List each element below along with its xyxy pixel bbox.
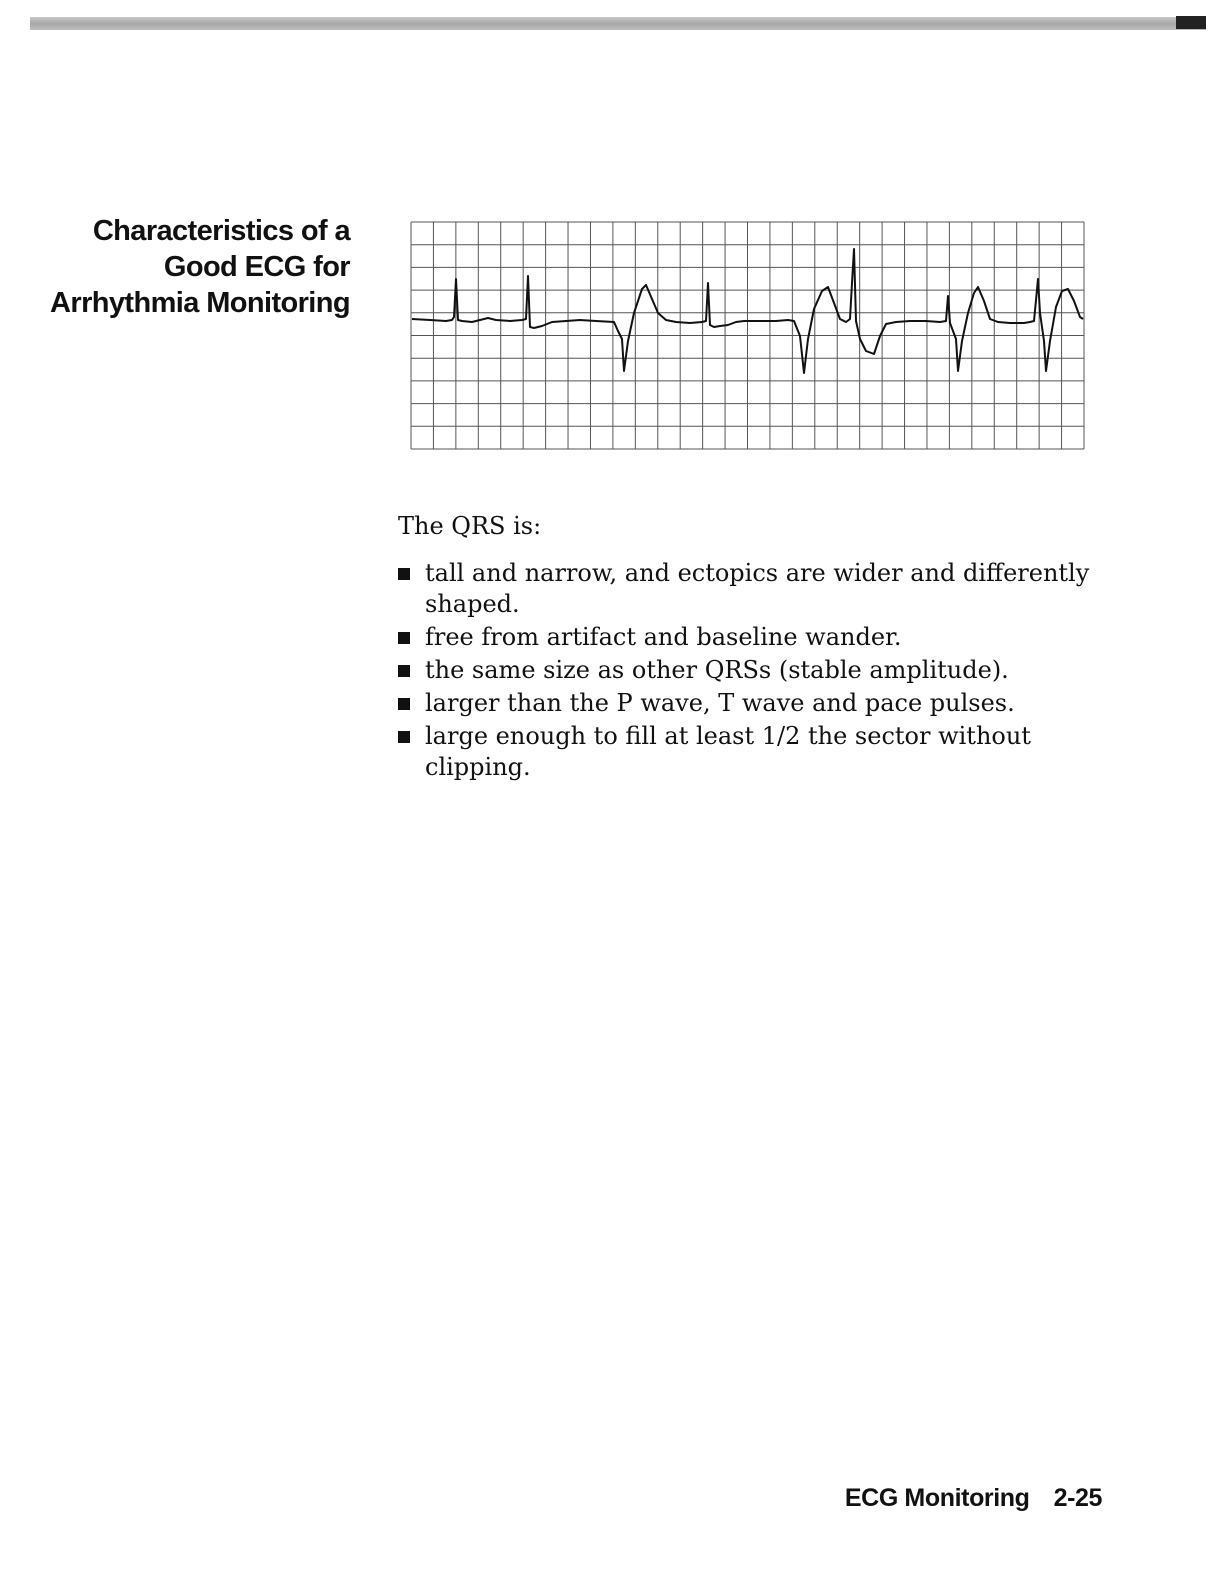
section-heading	[20, 213, 350, 321]
ecg-strip-figure	[410, 221, 1085, 450]
heading-line-1: Characteristics of a	[92, 215, 350, 247]
qrs-intro: The QRS is:	[398, 512, 542, 540]
list-item	[398, 688, 1098, 719]
bullet-text: free from artifact and baseline wander.	[425, 623, 902, 651]
ecg-grid	[411, 222, 1084, 449]
qrs-criteria-list	[398, 558, 1098, 783]
ecg-strip-image	[410, 221, 1085, 450]
square-bullet-icon	[398, 665, 410, 677]
list-item	[398, 721, 1098, 783]
square-bullet-icon	[398, 698, 410, 710]
bullet-text: the same size as other QRSs (stable amplitude).	[425, 656, 1009, 684]
bullet-text: tall and narrow, and ectopics are wider and differently shaped.	[425, 559, 1090, 618]
heading-line-3: Arrhythmia Monitoring	[50, 287, 350, 319]
list-item	[398, 655, 1098, 686]
body-text	[398, 510, 1098, 785]
bullet-text: larger than the P wave, T wave and pace pulses.	[425, 689, 1015, 717]
list-item	[398, 558, 1098, 620]
header-rule	[30, 17, 1206, 30]
page-footer	[845, 1484, 1102, 1513]
square-bullet-icon	[398, 568, 410, 580]
square-bullet-icon	[398, 731, 410, 743]
list-item	[398, 622, 1098, 653]
square-bullet-icon	[398, 632, 410, 644]
footer-section-title: ECG Monitoring	[844, 1484, 1030, 1512]
page-number: 2-25	[1053, 1484, 1102, 1512]
bullet-text: large enough to fill at least 1/2 the sector without clipping.	[425, 722, 1031, 781]
heading-line-2: Good ECG for	[163, 251, 350, 283]
header-rule-end	[1176, 16, 1206, 29]
